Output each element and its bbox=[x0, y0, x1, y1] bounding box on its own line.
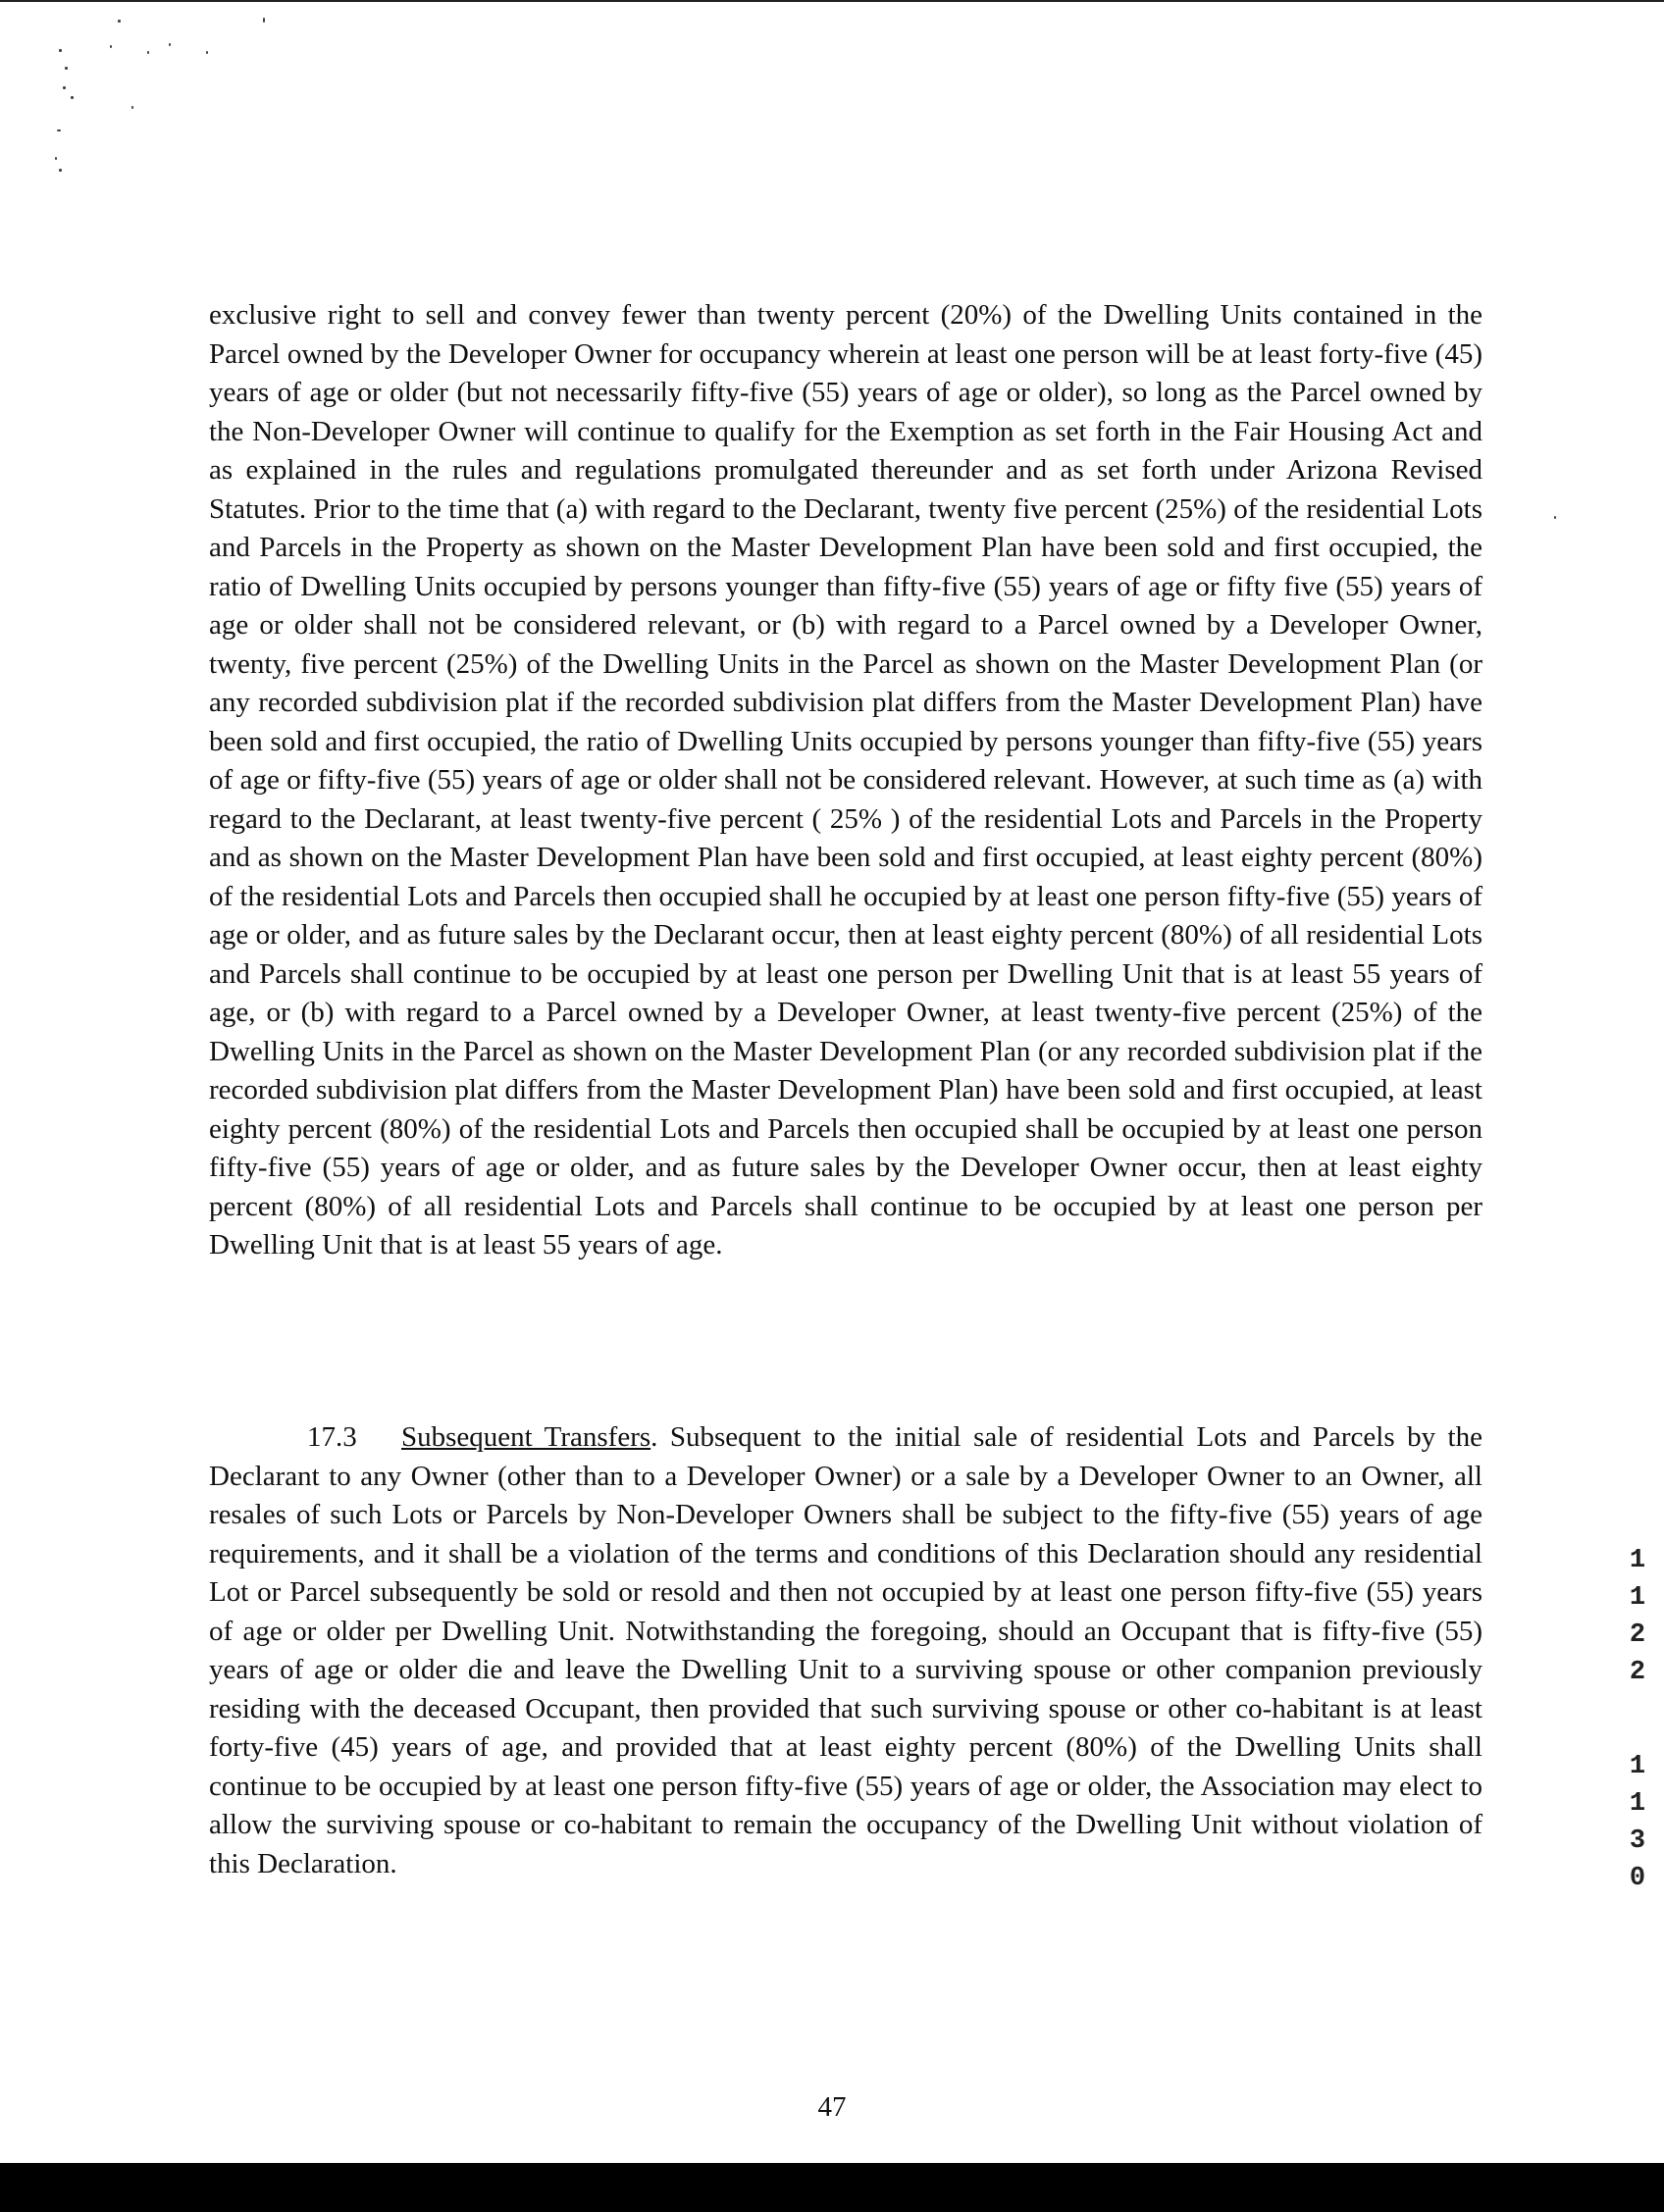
stamp-char: 2 bbox=[1629, 1658, 1646, 1687]
stamp-char: 3 bbox=[1629, 1826, 1646, 1856]
section-17-3-paragraph bbox=[209, 1418, 1482, 1883]
section-body-text: Subsequent to the initial sale of residential Lots and Parcels by the Declarant to any Owner (other than to a Developer Owner) or a sale by a Developer Owner to an Owner, all resales of such Lots or Parcels by Non-Developer Owners shall be subject to the fifty-five (55) years of age requirements, and it shall be a violation of the terms and conditions of this Declaration should any residential Lot or Parcel subsequently be sold or resold and then not occupied by at least one person fifty-five (55) years of age or older per Dwelling Unit. Notwithstanding the foregoing, should an Occupant that is fifty-five (55) years of age or older die and leave the Dwelling Unit to a surviving spouse or other companion previously residing with the deceased Occupant, then provided that such surviving spouse or other co-habitant is at least forty-five (45) years of age, and provided that at least eighty percent (80%) of the Dwelling Units shall continue to be occupied by at least one person fifty-five (55) years of age or older, the Association may elect to allow the surviving spouse or co-habitant to remain the occupancy of the Dwelling Unit without violation of this Declaration. bbox=[209, 1421, 1482, 1879]
section-heading: Subsequent Transfers bbox=[401, 1421, 651, 1453]
stamp-char: 2 bbox=[1629, 1620, 1646, 1650]
scan-speck bbox=[59, 49, 62, 52]
scan-speck bbox=[118, 20, 121, 23]
recording-stamp-top bbox=[1626, 1542, 1649, 1691]
scan-speck bbox=[131, 106, 133, 109]
scan-speck bbox=[206, 51, 208, 54]
scan-speck bbox=[1554, 516, 1556, 519]
section-heading-period: . bbox=[650, 1421, 658, 1453]
scan-speck bbox=[263, 18, 265, 23]
section-number: 17.3 bbox=[307, 1421, 357, 1453]
stamp-char: 0 bbox=[1629, 1864, 1646, 1893]
stamp-char: 1 bbox=[1629, 1583, 1646, 1613]
scan-speck bbox=[57, 129, 61, 131]
stamp-char: 1 bbox=[1629, 1752, 1646, 1781]
scan-speck bbox=[169, 43, 171, 46]
stamp-char: 1 bbox=[1629, 1789, 1646, 1819]
scan-speck bbox=[71, 96, 74, 99]
scan-speck bbox=[63, 86, 66, 89]
body-paragraph: exclusive right to sell and convey fewer than twenty percent (20%) of the Dwelling Units contained in the Parcel owned by the Developer Owner for occupancy wherein at least one person will be at least forty-five (45) years of age or older (but not necessarily fifty-five (55) years of age or older), so long as the Parcel owned by the Non-Developer Owner will continue to qualify for the Exemption as set forth in the Fair Housing Act and as explained in the rules and regulations promulgated thereunder and as set forth under Arizona Revised Statutes. Prior to the time that (a) with regard to the Declarant, twenty five percent (25%) of the residential Lots and Parcels in the Property as shown on the Master Development Plan have been sold and first occupied, the ratio of Dwelling Units occupied by persons younger than fifty-five (55) years of age or fifty five (55) years of age or older shall not be considered relevant, or (b) with regard to a Parcel owned by a Developer Owner, twenty, five percent (25%) of the Dwelling Units in the Parcel as shown on the Master Development Plan (or any recorded subdivision plat if the recorded subdivision plat differs from the Master Development Plan) have been sold and first occupied, the ratio of Dwelling Units occupied by persons younger than fifty-five (55) years of age or fifty-five (55) years of age or older shall not be considered relevant. However, at such time as (a) with regard to the Declarant, at least twenty-five percent ( 25% ) of the residential Lots and Parcels in the Property and as shown on the Master Development Plan have been sold and first occupied, at least eighty percent (80%) of the residential Lots and Parcels then occupied shall he occupied by at least one person fifty-five (55) years of age or older, and as future sales by the Declarant occur, then at least eighty percent (80%) of all residential Lots and Parcels shall continue to be occupied by at least one person per Dwelling Unit that is at least 55 years of age, or (b) with regard to a Parcel owned by a Developer Owner, at least twenty-five percent (25%) of the Dwelling Units in the Parcel as shown on the Master Development Plan (or any recorded subdivision plat if the recorded subdivision plat differs from the Master Development Plan) have been sold and first occupied, at least eighty percent (80%) of the residential Lots and Parcels then occupied shall be occupied by at least one person fifty-five (55) years of age or older, and as future sales by the Developer Owner occur, then at least eighty percent (80%) of all residential Lots and Parcels shall continue to be occupied by at least one person per Dwelling Unit that is at least 55 years of age. bbox=[209, 299, 1482, 1260]
scan-speck bbox=[110, 45, 112, 48]
scan-edge-line bbox=[0, 0, 1664, 2]
stamp-char: 1 bbox=[1629, 1546, 1646, 1575]
scan-speck bbox=[65, 67, 68, 70]
scan-speck bbox=[147, 51, 149, 54]
recording-stamp-bottom bbox=[1626, 1748, 1649, 1897]
scan-speck bbox=[59, 169, 62, 172]
scan-speck bbox=[55, 157, 57, 160]
page-number: 47 bbox=[817, 2091, 847, 2123]
scan-bottom-border bbox=[0, 2163, 1664, 2212]
